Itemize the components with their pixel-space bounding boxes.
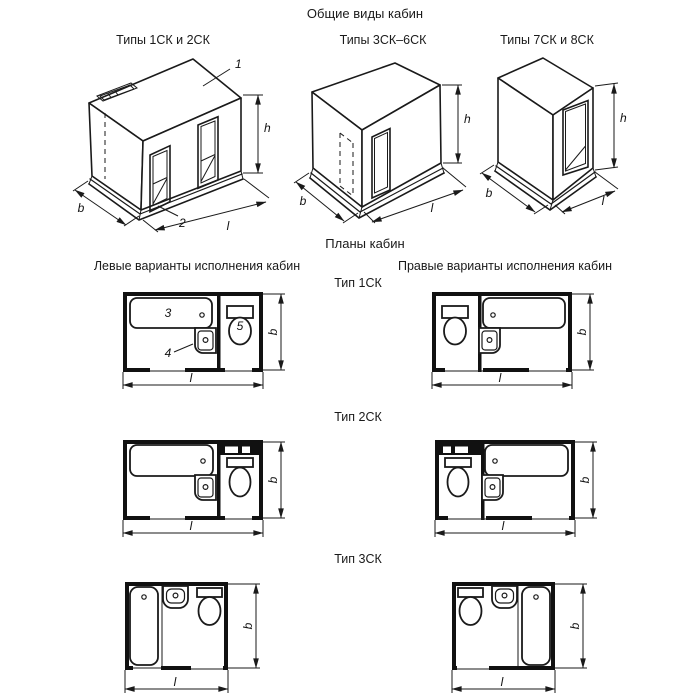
- dim-label-l: l: [500, 675, 504, 689]
- dim-label-b: b: [266, 476, 280, 484]
- width-dimension: [263, 442, 285, 518]
- cistern: [227, 458, 253, 467]
- height-dimension: [243, 95, 271, 173]
- dim-label-b: b: [241, 622, 255, 630]
- plan-2sk-right: [425, 432, 620, 550]
- left-column-header: Левые варианты исполнения кабин: [93, 259, 301, 273]
- page-title: Общие виды кабин: [306, 6, 424, 21]
- bathtub: [130, 587, 158, 665]
- bathtub: [522, 587, 550, 665]
- width-dimension: [575, 442, 597, 518]
- dim-label-l: l: [498, 371, 502, 385]
- toilet: [445, 458, 471, 497]
- iso-view-types-7sk-8sk: [468, 55, 658, 223]
- callout-2-label: 2: [179, 216, 186, 230]
- sink: [479, 328, 500, 353]
- vent-block: [439, 444, 481, 455]
- sink: [195, 328, 216, 353]
- right-column-header: Правые варианты исполнения кабин: [397, 259, 613, 273]
- iso-caption-2: Типы 3СК–6СК: [339, 33, 427, 47]
- dim-label-b: b: [299, 194, 307, 208]
- dim-label-b: b: [77, 201, 85, 215]
- bowl: [444, 318, 466, 345]
- row-label-type-1sk: Тип 1СК: [334, 276, 382, 290]
- cistern: [442, 306, 468, 318]
- length-dimension: [452, 670, 555, 693]
- length-dimension: [432, 371, 572, 389]
- iso-caption-1: Типы 1СК и 2СК: [116, 33, 210, 47]
- bowl: [448, 468, 469, 497]
- width-dimension: [263, 294, 285, 370]
- dim-label-b: b: [568, 622, 582, 630]
- length-dimension: [435, 519, 575, 537]
- sink: [195, 475, 216, 500]
- iso-view-types-1sk-2sk: [55, 55, 280, 247]
- toilet: [458, 588, 483, 625]
- cistern: [197, 588, 222, 597]
- width-dimension: [555, 584, 587, 668]
- width-dimension: [572, 294, 594, 370]
- callout-toilet: 5: [236, 319, 244, 333]
- bathtub: [485, 445, 568, 476]
- callout-sink-label: 4: [164, 346, 172, 360]
- sink: [492, 586, 517, 608]
- plan-3sk-right: [442, 574, 612, 700]
- plans-title: Планы кабин: [325, 236, 405, 251]
- plan-2sk-left: [113, 432, 308, 550]
- height-dimension: [595, 83, 627, 170]
- dim-label-l: l: [501, 519, 505, 533]
- vent-block: [221, 444, 260, 455]
- width-dimension: [228, 584, 260, 668]
- dim-label-l: l: [189, 371, 193, 385]
- plan-3sk-left: [115, 574, 285, 700]
- partition-wall: [217, 296, 221, 372]
- row-label-type-3sk: Тип 3СК: [334, 552, 382, 566]
- dim-label-l: l: [226, 219, 230, 233]
- dim-label-b: b: [485, 186, 493, 200]
- cabin-box: [498, 58, 593, 200]
- toilet: [442, 306, 468, 345]
- dim-label-l: l: [189, 519, 193, 533]
- bowl: [199, 597, 221, 625]
- iso-view-types-3sk-6sk: [280, 60, 480, 232]
- dim-label-l: l: [430, 201, 434, 215]
- length-dimension: [123, 371, 263, 389]
- row-label-type-2sk: Тип 2СК: [334, 410, 382, 424]
- bowl: [230, 468, 251, 497]
- callout-2: [158, 206, 186, 230]
- dim-label-b: b: [266, 328, 280, 336]
- sink: [163, 586, 188, 608]
- length-dimension: [123, 519, 263, 537]
- callout-sink: [165, 344, 193, 360]
- dim-label-b: b: [575, 328, 589, 336]
- toilet: [227, 458, 253, 497]
- dim-label-l: l: [601, 194, 605, 208]
- dim-label-h: h: [464, 112, 471, 126]
- plan-1sk-left: [113, 284, 308, 396]
- dim-label-b: b: [578, 476, 592, 484]
- toilet: [197, 588, 222, 625]
- sink: [482, 475, 503, 500]
- dim-label-l: l: [173, 675, 177, 689]
- callout-1-label: 1: [235, 57, 242, 71]
- length-dimension: [125, 670, 228, 693]
- height-dimension: [442, 85, 471, 163]
- cistern: [445, 458, 471, 467]
- callout-bathtub: 3: [164, 306, 172, 320]
- bathtub: [130, 445, 213, 476]
- iso-caption-3: Типы 7СК и 8СК: [500, 33, 594, 47]
- bathtub: [483, 298, 565, 328]
- partition-wall: [217, 444, 221, 520]
- dim-label-h: h: [264, 121, 271, 135]
- bowl: [460, 597, 482, 625]
- cistern: [458, 588, 483, 597]
- cistern: [227, 306, 253, 318]
- dim-label-h: h: [620, 111, 627, 125]
- plan-1sk-right: [422, 284, 617, 396]
